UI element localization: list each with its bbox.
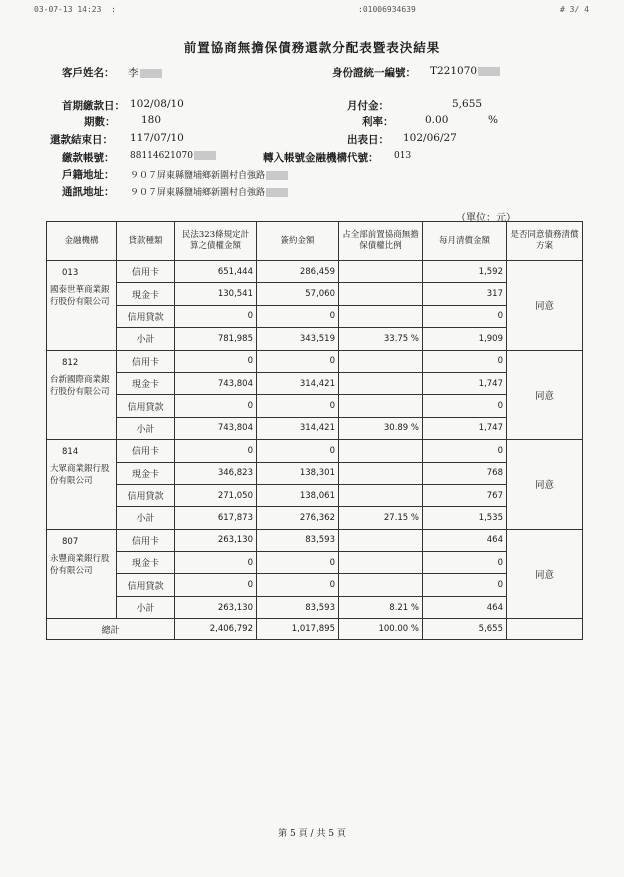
claim-amount: 651,444 <box>175 261 257 283</box>
claim-amount: 743,804 <box>175 372 257 394</box>
bank-cell <box>47 261 117 351</box>
transfer-label: 轉入帳號金融機構代號： <box>263 152 379 164</box>
contract-amount: 57,060 <box>257 283 339 305</box>
first-pay-value: 102/08/10 <box>130 98 184 110</box>
claim-amount: 271,050 <box>175 484 257 506</box>
monthly-amount: 768 <box>423 462 507 484</box>
monthly-amount: 1,535 <box>423 507 507 529</box>
monthly-value: 5,655 <box>452 98 483 110</box>
loan-type: 小計 <box>117 328 175 350</box>
page-footer: 第 5 頁 / 共 5 頁 <box>278 829 346 839</box>
monthly-amount: 317 <box>423 283 507 305</box>
loan-type: 信用貸款 <box>117 574 175 596</box>
total-agree-empty <box>507 619 583 640</box>
ratio <box>339 552 423 574</box>
table-row <box>47 462 583 484</box>
household-value: ９０７屏東縣鹽埔鄉新圍村自強路 <box>130 168 288 181</box>
agree-status: 同意 <box>507 529 583 619</box>
monthly-amount: 0 <box>423 440 507 462</box>
account-value: 88114621070 <box>130 151 216 161</box>
ratio: 27.15 % <box>339 507 423 529</box>
monthly-amount: 767 <box>423 484 507 506</box>
bank-code: 807 <box>62 536 79 547</box>
claim-amount: 0 <box>175 395 257 417</box>
ratio <box>339 574 423 596</box>
bank-name: 永豐商業銀行股份有限公司 <box>50 553 110 576</box>
monthly-amount: 1,747 <box>423 372 507 394</box>
transfer-value: 013 <box>394 151 412 161</box>
contract-amount: 138,301 <box>257 462 339 484</box>
ratio <box>339 372 423 394</box>
bank-name: 國泰世華商業銀行股份有限公司 <box>50 285 110 307</box>
claim-amount: 0 <box>175 574 257 596</box>
contract-amount: 0 <box>257 350 339 372</box>
total-monthly: 5,655 <box>423 619 507 640</box>
ratio <box>339 261 423 283</box>
contract-amount: 83,593 <box>257 529 339 551</box>
table-row <box>47 305 583 327</box>
loan-type: 信用貸款 <box>117 305 175 327</box>
loan-type: 信用卡 <box>117 350 175 372</box>
contract-amount: 314,421 <box>257 372 339 394</box>
redaction-mask <box>140 69 162 78</box>
claim-amount: 0 <box>175 440 257 462</box>
ratio <box>339 283 423 305</box>
table-header-row <box>47 222 583 261</box>
loan-type: 現金卡 <box>117 372 175 394</box>
table-row <box>47 283 583 305</box>
ratio <box>339 462 423 484</box>
header-ratio: 占全部前置協商無擔保債權比例 <box>339 222 423 261</box>
table-row <box>47 529 583 551</box>
monthly-label: 月付金： <box>347 100 389 112</box>
monthly-amount: 1,909 <box>423 328 507 350</box>
rate-unit: % <box>488 114 498 126</box>
bank-code: 013 <box>62 268 79 278</box>
subtotal-row <box>47 328 583 350</box>
ratio <box>339 484 423 506</box>
claim-amount: 0 <box>175 350 257 372</box>
allocation-table <box>46 221 583 640</box>
loan-type: 現金卡 <box>117 283 175 305</box>
claim-amount: 617,873 <box>175 507 257 529</box>
contract-amount: 138,061 <box>257 484 339 506</box>
table-row <box>47 350 583 372</box>
bank-cell <box>47 440 117 530</box>
issue-label: 出表日： <box>347 134 389 146</box>
agree-status: 同意 <box>507 440 583 530</box>
monthly-amount: 1,592 <box>423 261 507 283</box>
total-row <box>47 619 583 640</box>
ratio <box>339 440 423 462</box>
table-row <box>47 395 583 417</box>
header-monthly: 每月清償金額 <box>423 222 507 261</box>
redaction-mask <box>478 67 500 76</box>
issue-value: 102/06/27 <box>403 132 457 144</box>
end-value: 117/07/10 <box>130 132 184 144</box>
subtotal-row <box>47 417 583 439</box>
loan-type: 信用卡 <box>117 529 175 551</box>
contract-amount: 276,362 <box>257 507 339 529</box>
periods-value: 180 <box>141 114 162 126</box>
id-label: 身份證統一編號： <box>332 67 416 79</box>
fax-header-center: :01006934639 <box>358 5 416 14</box>
name-value: 李 <box>128 65 162 80</box>
monthly-amount: 0 <box>423 350 507 372</box>
contract-amount: 286,459 <box>257 261 339 283</box>
contract-amount: 0 <box>257 440 339 462</box>
loan-type: 小計 <box>117 596 175 618</box>
bank-name: 大眾商業銀行股份有限公司 <box>50 464 110 487</box>
first-pay-label: 首期繳款日： <box>62 100 125 112</box>
ratio <box>339 350 423 372</box>
table-row <box>47 372 583 394</box>
subtotal-row <box>47 507 583 529</box>
claim-amount: 263,130 <box>175 596 257 618</box>
account-label: 繳款帳號： <box>62 152 115 164</box>
claim-amount: 0 <box>175 552 257 574</box>
loan-type: 現金卡 <box>117 552 175 574</box>
redaction-mask <box>266 171 288 180</box>
unit-label: （單位：元） <box>456 213 516 224</box>
loan-type: 信用卡 <box>117 440 175 462</box>
id-value: T221070 <box>430 65 500 77</box>
bank-name: 台新國際商業銀行股份有限公司 <box>50 374 110 397</box>
bank-code: 812 <box>62 357 79 368</box>
table-row <box>47 440 583 462</box>
loan-type: 小計 <box>117 507 175 529</box>
rate-label: 利率： <box>362 116 394 128</box>
periods-label: 期數： <box>84 116 116 128</box>
fax-header-left: 03-07-13 14:23 : <box>34 5 116 14</box>
contract-amount: 314,421 <box>257 417 339 439</box>
total-claim: 2,406,792 <box>175 619 257 640</box>
bank-code: 814 <box>62 447 79 458</box>
table-row <box>47 484 583 506</box>
contract-amount: 0 <box>257 552 339 574</box>
end-label: 還款結束日： <box>50 134 113 146</box>
agree-status: 同意 <box>507 350 583 440</box>
document-title: 前置協商無擔保債務還款分配表暨表決結果 <box>183 40 441 55</box>
bank-cell <box>47 529 117 619</box>
claim-amount: 263,130 <box>175 529 257 551</box>
ratio <box>339 305 423 327</box>
mail-label: 通訊地址： <box>62 186 115 198</box>
redaction-mask <box>194 151 216 160</box>
contract-amount: 0 <box>257 395 339 417</box>
loan-type: 信用卡 <box>117 261 175 283</box>
subtotal-row <box>47 596 583 618</box>
redaction-mask <box>266 188 288 197</box>
monthly-amount: 1,747 <box>423 417 507 439</box>
claim-amount: 781,985 <box>175 328 257 350</box>
monthly-amount: 0 <box>423 395 507 417</box>
header-claim: 民法323條規定計算之債權金額 <box>175 222 257 261</box>
name-label: 客戶姓名： <box>62 67 115 79</box>
total-label: 總計 <box>47 619 175 640</box>
table-row <box>47 574 583 596</box>
monthly-amount: 464 <box>423 596 507 618</box>
total-contract: 1,017,895 <box>257 619 339 640</box>
header-contract: 簽約金額 <box>257 222 339 261</box>
bank-cell <box>47 350 117 440</box>
total-ratio: 100.00 % <box>339 619 423 640</box>
ratio <box>339 529 423 551</box>
agree-status: 同意 <box>507 261 583 351</box>
monthly-amount: 464 <box>423 529 507 551</box>
mail-value: ９０７屏東縣鹽埔鄉新圍村自強路 <box>130 185 288 198</box>
monthly-amount: 0 <box>423 574 507 596</box>
ratio: 30.89 % <box>339 417 423 439</box>
fax-header-right: # 3/ 4 <box>560 5 589 14</box>
claim-amount: 743,804 <box>175 417 257 439</box>
claim-amount: 0 <box>175 305 257 327</box>
household-label: 戶籍地址： <box>62 169 115 181</box>
table-row <box>47 552 583 574</box>
ratio: 8.21 % <box>339 596 423 618</box>
contract-amount: 0 <box>257 305 339 327</box>
loan-type: 信用貸款 <box>117 484 175 506</box>
claim-amount: 130,541 <box>175 283 257 305</box>
header-bank: 金融機構 <box>47 222 117 261</box>
claim-amount: 346,823 <box>175 462 257 484</box>
monthly-amount: 0 <box>423 305 507 327</box>
header-agree: 是否同意債務清償方案 <box>507 222 583 261</box>
loan-type: 小計 <box>117 417 175 439</box>
monthly-amount: 0 <box>423 552 507 574</box>
rate-value: 0.00 <box>425 114 449 126</box>
loan-type: 信用貸款 <box>117 395 175 417</box>
table-row <box>47 261 583 283</box>
header-loan-type: 貸款種類 <box>117 222 175 261</box>
contract-amount: 83,593 <box>257 596 339 618</box>
contract-amount: 343,519 <box>257 328 339 350</box>
contract-amount: 0 <box>257 574 339 596</box>
loan-type: 現金卡 <box>117 462 175 484</box>
ratio <box>339 395 423 417</box>
ratio: 33.75 % <box>339 328 423 350</box>
